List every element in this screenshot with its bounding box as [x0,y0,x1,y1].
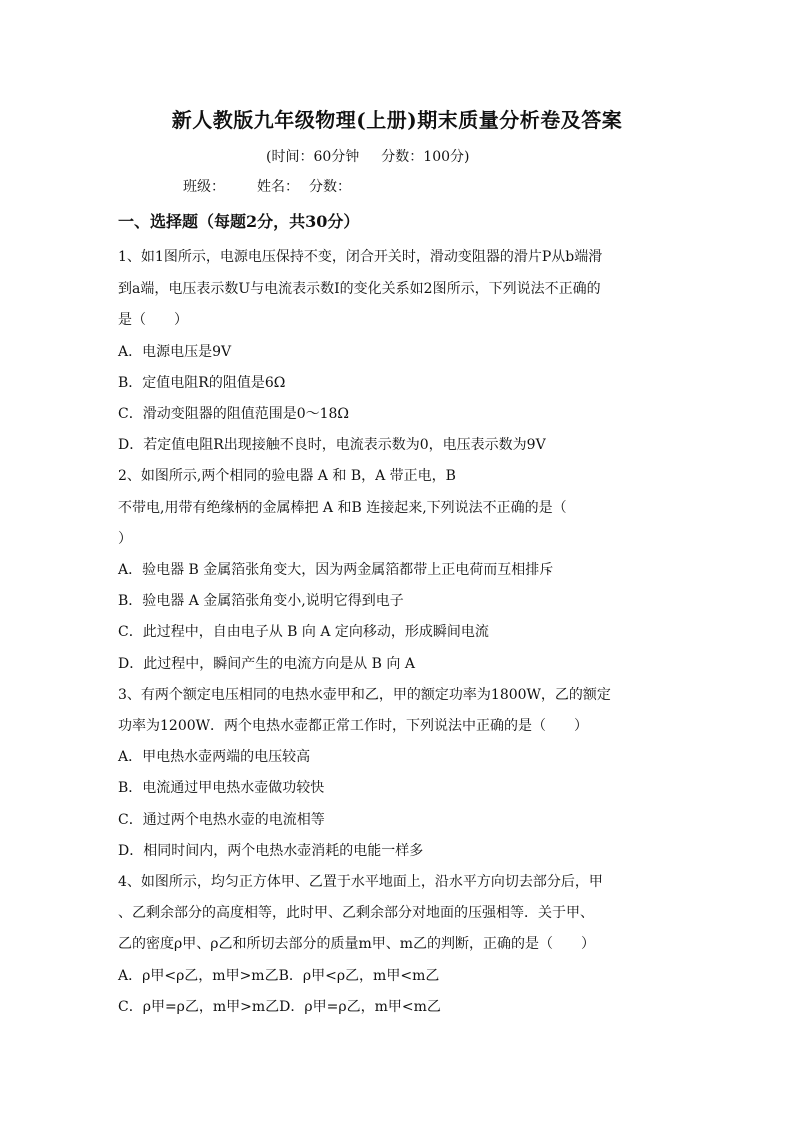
student-info-line [183,176,351,196]
question-2-line-1: 2、如图所示,两个相同的验电器 A 和 B，A 带正电，B [118,468,456,484]
question-2-option-b: B．验电器 A 金属箔张角变小,说明它得到电子 [118,593,404,609]
question-1-option-b: B．定值电阻R的阻值是6Ω [118,375,286,391]
question-3-option-b: B．电流通过甲电热水壶做功较快 [118,780,325,796]
question-2-option-c: C．此过程中，自由电子从 B 向 A 定向移动，形成瞬间电流 [118,624,489,640]
page-title: 新人教版九年级物理(上册)期末质量分析卷及答案 [171,108,623,132]
question-3-option-d: D．相同时间内，两个电热水壶消耗的电能一样多 [118,843,424,859]
question-1-line-1: 1、如1图所示，电源电压保持不变，闭合开关时，滑动变阻器的滑片P从b端滑 [118,249,603,265]
question-2-line-3: ） [118,531,132,547]
question-1-option-d: D．若定值电阻R出现接触不良时，电流表示数为0，电压表示数为9V [118,437,546,453]
question-4-line-3: 乙的密度ρ甲、ρ乙和所切去部分的质量m甲、m乙的判断，正确的是（ ） [118,936,596,952]
question-1-option-a: A．电源电压是9V [118,344,232,360]
points-label: 分数： [309,179,351,195]
question-3-option-c: C．通过两个电热水壶的电流相等 [118,812,325,828]
exam-total-score: 分数：100分) [381,149,470,165]
question-1-option-c: C．滑动变阻器的阻值范围是0～18Ω [118,406,350,422]
question-4-options-ab: A．ρ甲<ρ乙，m甲>m乙B．ρ甲<ρ乙，m甲<m乙 [118,968,440,984]
section-title: 一、选择题（每题2分，共30分） [118,212,360,231]
question-4-options-cd: C．ρ甲=ρ乙，m甲>m乙D．ρ甲=ρ乙，m甲<m乙 [118,999,441,1015]
question-3-option-a: A．甲电热水壶两端的电压较高 [118,749,311,765]
question-2-option-a: A．验电器 B 金属箔张角变大，因为两金属箔都带上正电荷而互相排斥 [118,562,554,578]
exam-time: (时间：60分钟 [266,149,360,165]
class-label: 班级： [183,179,225,195]
question-2-option-d: D．此过程中，瞬间产生的电流方向是从 B 向 A [118,656,415,672]
exam-time-score [266,146,469,166]
question-2-line-2: 不带电,用带有绝缘柄的金属棒把 A 和B 连接起来,下列说法不正确的是（ [118,500,567,516]
question-3-line-2: 功率为1200W．两个电热水壶都正常工作时，下列说法中正确的是（ ） [118,718,589,734]
question-1-line-3: 是（ ） [118,312,188,328]
question-3-line-1: 3、有两个额定电压相同的电热水壶甲和乙，甲的额定功率为1800W，乙的额定 [118,687,611,703]
question-4-line-2: 、乙剩余部分的高度相等，此时甲、乙剩余部分对地面的压强相等．关于甲、 [118,905,594,921]
name-label: 姓名： [257,179,299,195]
question-1-line-2: 到a端，电压表示数U与电流表示数I的变化关系如2图所示，下列说法不正确的 [118,281,601,297]
question-4-line-1: 4、如图所示，均匀正方体甲、乙置于水平地面上，沿水平方向切去部分后，甲 [118,874,603,890]
